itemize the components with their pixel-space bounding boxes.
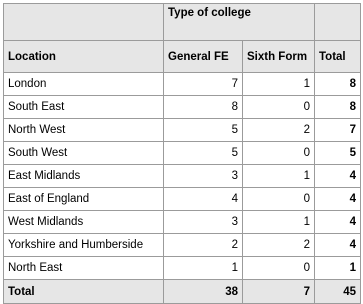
general-fe-cell: 4 xyxy=(164,188,243,211)
total-column-header: Total xyxy=(315,41,361,73)
sixth-form-cell: 0 xyxy=(243,96,315,119)
general-fe-cell: 3 xyxy=(164,165,243,188)
sixth-form-cell: 1 xyxy=(243,165,315,188)
college-location-table xyxy=(3,3,361,304)
location-cell: Yorkshire and Humberside xyxy=(4,234,164,257)
total-cell: 7 xyxy=(315,119,361,142)
sixth-form-cell: 2 xyxy=(243,234,315,257)
table-row xyxy=(4,73,361,96)
sixth-form-cell: 0 xyxy=(243,257,315,280)
table-row xyxy=(4,96,361,119)
totals-label: Total xyxy=(4,280,164,304)
table-row xyxy=(4,234,361,257)
type-of-college-header: Type of college xyxy=(164,4,315,41)
total-cell: 8 xyxy=(315,96,361,119)
sixth-form-cell: 2 xyxy=(243,119,315,142)
general-fe-column-header: General FE xyxy=(164,41,243,73)
table-row xyxy=(4,165,361,188)
location-cell: East of England xyxy=(4,188,164,211)
general-fe-cell: 5 xyxy=(164,142,243,165)
general-fe-cell: 8 xyxy=(164,96,243,119)
table-row xyxy=(4,119,361,142)
table-row xyxy=(4,257,361,280)
column-header-row xyxy=(4,41,361,73)
general-fe-cell: 2 xyxy=(164,234,243,257)
totals-row xyxy=(4,280,361,304)
general-fe-cell: 7 xyxy=(164,73,243,96)
sixth-form-column-header: Sixth Form xyxy=(243,41,315,73)
total-cell: 1 xyxy=(315,257,361,280)
general-fe-cell: 3 xyxy=(164,211,243,234)
location-cell: London xyxy=(4,73,164,96)
table-row xyxy=(4,188,361,211)
grand-total: 45 xyxy=(315,280,361,304)
empty-header-cell xyxy=(315,4,361,41)
total-cell: 4 xyxy=(315,234,361,257)
general-fe-cell: 5 xyxy=(164,119,243,142)
total-cell: 8 xyxy=(315,73,361,96)
total-cell: 4 xyxy=(315,188,361,211)
location-cell: North West xyxy=(4,119,164,142)
location-cell: South West xyxy=(4,142,164,165)
location-cell: North East xyxy=(4,257,164,280)
location-column-header: Location xyxy=(4,41,164,73)
location-cell: East Midlands xyxy=(4,165,164,188)
sixth-form-cell: 1 xyxy=(243,73,315,96)
location-cell: West Midlands xyxy=(4,211,164,234)
sixth-form-cell: 0 xyxy=(243,142,315,165)
table-row xyxy=(4,211,361,234)
general-fe-total: 38 xyxy=(164,280,243,304)
sixth-form-total: 7 xyxy=(243,280,315,304)
sixth-form-cell: 1 xyxy=(243,211,315,234)
total-cell: 5 xyxy=(315,142,361,165)
table-row xyxy=(4,142,361,165)
total-cell: 4 xyxy=(315,211,361,234)
general-fe-cell: 1 xyxy=(164,257,243,280)
location-cell: South East xyxy=(4,96,164,119)
group-header-row xyxy=(4,4,361,41)
empty-header-cell xyxy=(4,4,164,41)
sixth-form-cell: 0 xyxy=(243,188,315,211)
total-cell: 4 xyxy=(315,165,361,188)
